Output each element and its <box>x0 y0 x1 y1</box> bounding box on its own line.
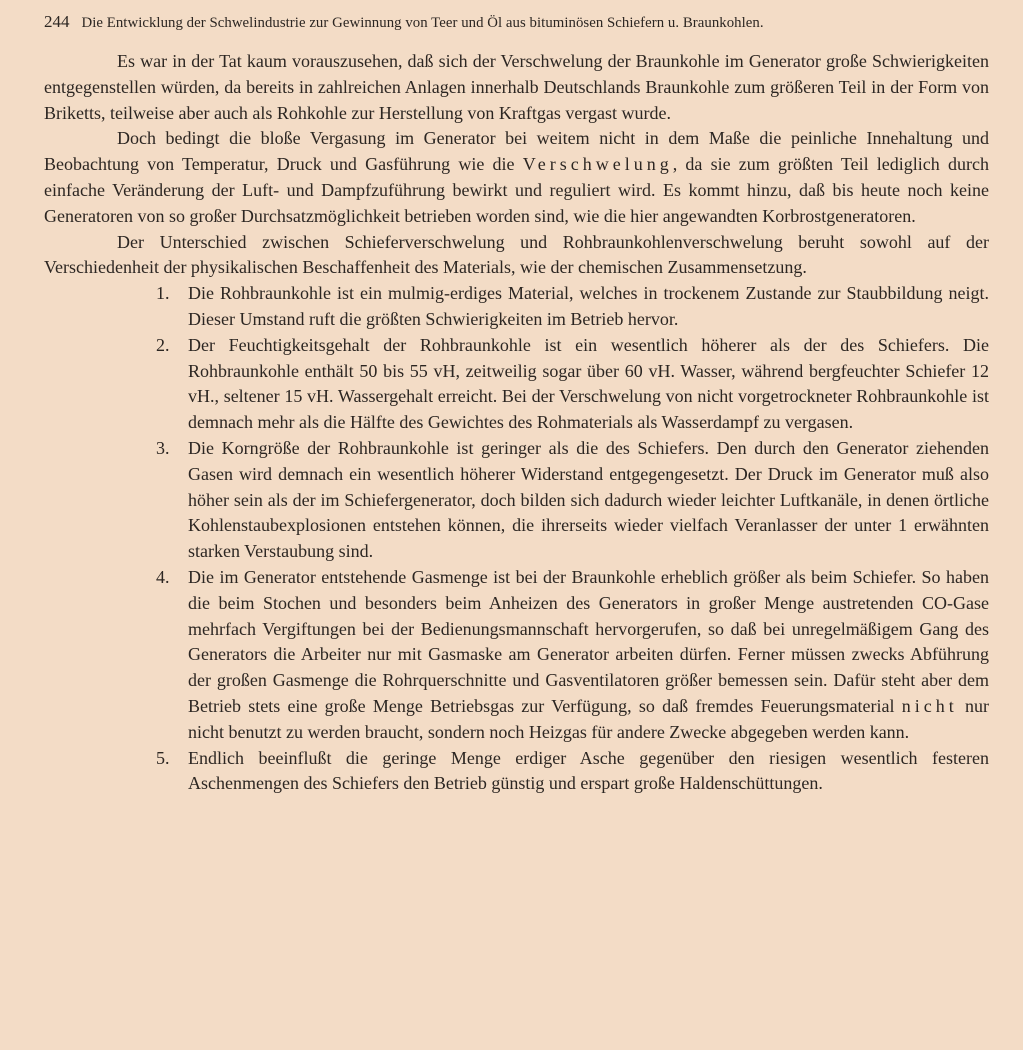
list-text-segment: nur nicht benutzt zu werden braucht, sondern noch Heizgas für andere Zwecke abgegeben werden kann. <box>188 695 990 742</box>
numbered-list <box>44 281 989 797</box>
paragraph-text-segment: Doch bedingt die bloße Vergasung im Generator bei weitem nicht in dem Maße die peinliche Innehaltung und Beobachtung von Temperatur, Druck und Gasführung wie die <box>44 128 989 175</box>
list-item-number: 2. <box>156 334 170 355</box>
running-title: Die Entwicklung der Schwelindustrie zur Gewinnung von Teer und Öl aus bituminösen Schiefern u. Braunkohlen. <box>81 15 764 31</box>
page-number: 244 <box>44 12 70 31</box>
list-item-text: Der Feuchtigkeitsgehalt der Rohbraunkohle ist ein wesentlich höherer als der des Schiefers. Die Rohbraunkohle enthält 50 bis 55 vH, zeitweilig sogar über 60 vH. Wasser, während bergfeuchter Schiefer 12 vH., seltener 15 vH. Wassergehalt erreicht. Bei der Verschwelung von nicht vorgetrockneter Rohbraunkohle ist demnach mehr als die Hälfte des Gewichtes des Rohmaterials als Wasserdampf zu vergasen. <box>188 334 989 433</box>
running-header <box>44 12 989 33</box>
list-item-number: 3. <box>156 437 170 458</box>
list-item-number: 5. <box>156 747 170 768</box>
list-item-3 <box>44 436 989 565</box>
emphasized-word: Verschwelung <box>522 154 673 175</box>
body-paragraph-2 <box>44 126 989 229</box>
list-item-2 <box>44 333 989 436</box>
list-item-text: Die Rohbraunkohle ist ein mulmig-erdiges Material, welches in trockenem Zustande zur Staubbildung neigt. Dieser Umstand ruft die größten Schwierigkeiten im Betrieb hervor. <box>188 283 989 329</box>
list-item-text <box>188 565 989 746</box>
list-item-1 <box>44 281 989 333</box>
list-item-number: 4. <box>156 566 170 587</box>
emphasized-word: nicht <box>901 695 958 716</box>
list-item-text: Die Korngröße der Rohbraunkohle ist geringer als die des Schiefers. Den durch den Generator ziehenden Gasen wird demnach ein wesentlich höherer Widerstand entgegengesetzt. Der Druck im Generator muß also höher sein als der im Schiefergenerator, doch bilden sich dadurch wieder leichter Luftkanäle, in denen örtliche Kohlenstaubexplosionen entstehen können, die ihrerseits wieder vielfach Veranlasser der unter 1 erwähnten starken Verstaubung sind. <box>188 437 989 562</box>
list-item-4 <box>44 565 989 746</box>
list-item-number: 1. <box>156 283 170 304</box>
body-paragraph-1: Es war in der Tat kaum vorauszusehen, daß sich der Verschwelung der Braunkohle im Generator große Schwierigkeiten entgegenstellen würden, da bereits in zahlreichen Anlagen innerhalb Deutschlands Braunkohle zum größeren Teil in der Form von Briketts, teilweise aber auch als Rohkohle zur Herstellung von Kraftgas vergast wurde. <box>44 51 989 123</box>
list-item-text: Endlich beeinflußt die geringe Menge erdiger Asche gegenüber den riesigen wesentlich festeren Aschenmengen des Schiefers den Betrieb günstig und erspart große Haldenschüttungen. <box>188 747 989 794</box>
body-paragraph-3: Der Unterschied zwischen Schieferverschwelung und Rohbraunkohlenverschwelung beruht sowohl auf der Verschiedenheit der physikalischen Beschaffenheit des Materials, wie der chemischen Zusammensetzung. <box>44 231 989 278</box>
list-text-segment: Die im Generator entstehende Gasmenge ist bei der Braunkohle erheblich größer als beim Schiefer. So haben die beim Stochen und besonders beim Anheizen des Generators in großer Menge austretenden CO-Gase mehrfach Vergiftungen bei der Bedienungsmannschaft hervorgerufen, so daß bei unregelmäßigem Gang des Generators die Arbeiter nur mit Gasmaske am Generator arbeiten dürfen. Ferner müssen zwecks Abführung der großen Gasmenge die Rohrquerschnitte und Gasventilatoren größer bemessen sein. Dafür steht aber dem Betrieb stets eine große Menge Betriebsgas zur Verfügung, so daß fremdes Feuerungsmaterial <box>188 566 989 716</box>
paragraph-text-segment: , da sie zum größten Teil lediglich durch einfache Veränderung der Luft- und Dampfzuführung bewirkt und reguliert wird. Es kommt hinzu, daß bis heute noch keine Generatoren von so großer Durchsatzmöglichkeit betrieben worden sind, wie die hier angewandten Korbrostgeneratoren. <box>44 154 989 226</box>
list-item-5 <box>44 746 989 798</box>
